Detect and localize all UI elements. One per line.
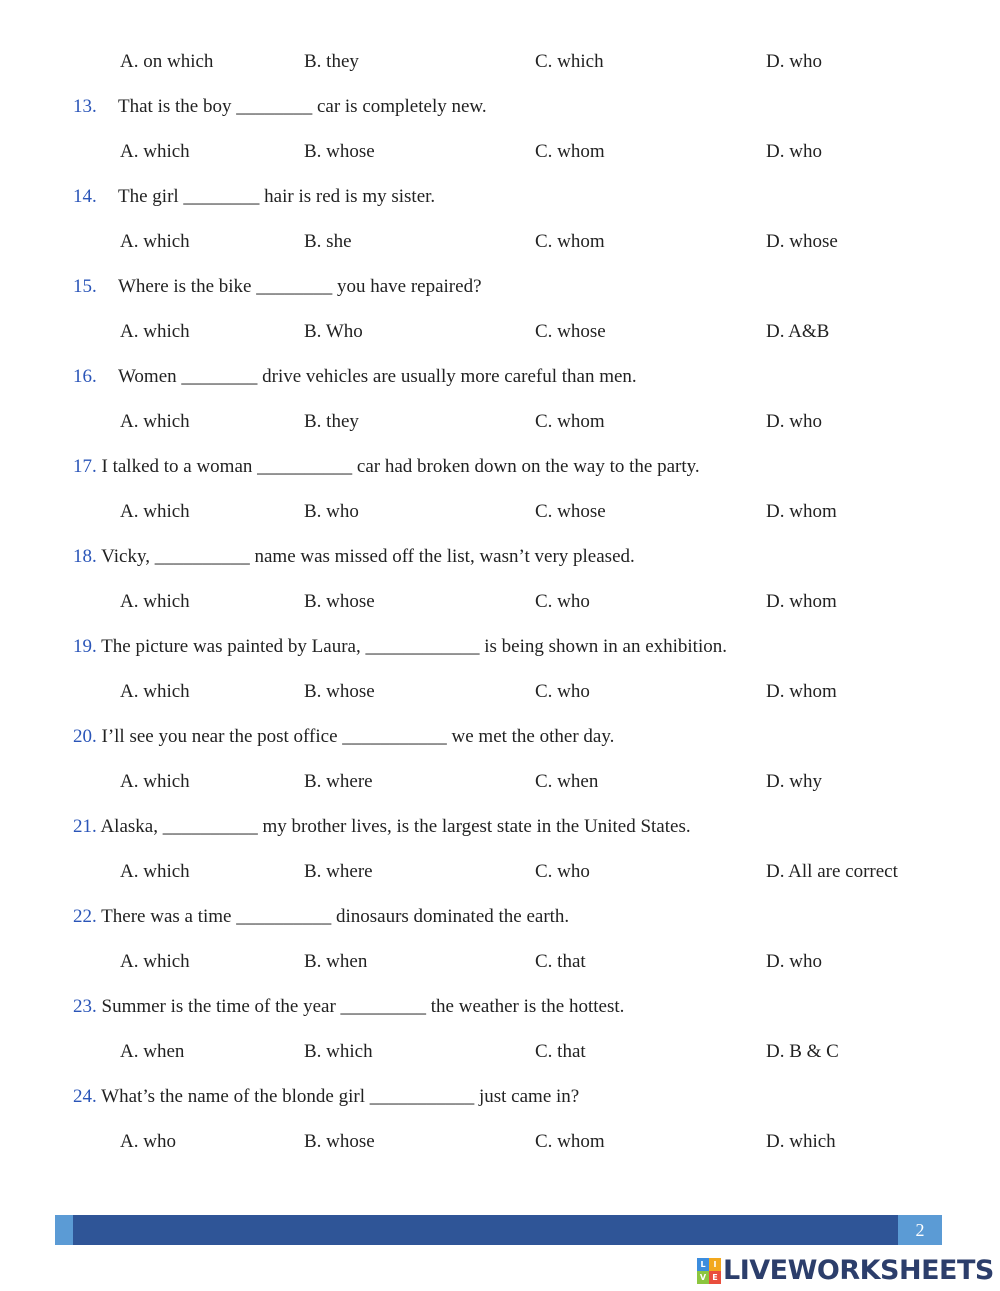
question-text: I’ll see you near the post office ___________ we met the other day. <box>101 726 615 747</box>
question-24 <box>0 1082 1000 1112</box>
option-a[interactable]: A. which <box>120 141 190 162</box>
question-18 <box>0 542 1000 572</box>
option-d[interactable]: D. who <box>766 951 822 972</box>
question-21 <box>0 812 1000 842</box>
question-number: 18. <box>73 546 97 567</box>
question-text: Summer is the time of the year _________ the weather is the hottest. <box>101 996 625 1017</box>
option-c[interactable]: C. which <box>535 51 604 72</box>
question-number: 21. <box>73 816 97 837</box>
options-row-23 <box>0 1037 1000 1067</box>
options-row-22 <box>0 947 1000 977</box>
question-13 <box>0 92 1000 122</box>
page-number: 2 <box>898 1215 942 1245</box>
footer-bar <box>55 1215 942 1245</box>
options-row-19 <box>0 677 1000 707</box>
question-23 <box>0 992 1000 1022</box>
option-d[interactable]: D. whom <box>766 681 837 702</box>
option-b[interactable]: B. they <box>304 51 359 72</box>
option-b[interactable]: B. which <box>304 1041 373 1062</box>
question-number: 22. <box>73 906 97 927</box>
question-number: 17. <box>73 456 97 477</box>
option-c[interactable]: C. that <box>535 951 586 972</box>
options-row-14 <box>0 227 1000 257</box>
question-text: Alaska, __________ my brother lives, is the largest state in the United States. <box>100 816 691 837</box>
options-row-21 <box>0 857 1000 887</box>
footer-accent-left <box>55 1215 73 1245</box>
option-c[interactable]: C. whom <box>535 1131 605 1152</box>
option-a[interactable]: A. which <box>120 501 190 522</box>
option-d[interactable]: D. B & C <box>766 1041 839 1062</box>
option-c[interactable]: C. who <box>535 861 590 882</box>
option-d[interactable]: D. which <box>766 1131 836 1152</box>
question-number: 19. <box>73 636 97 657</box>
logo-letter-e: E <box>709 1271 721 1284</box>
option-b[interactable]: B. where <box>304 861 373 882</box>
option-b[interactable]: B. where <box>304 771 373 792</box>
option-c[interactable]: C. whose <box>535 501 606 522</box>
options-row-20 <box>0 767 1000 797</box>
question-text: I talked to a woman __________ car had broken down on the way to the party. <box>101 456 700 477</box>
option-a[interactable]: A. which <box>120 861 190 882</box>
liveworksheets-logo[interactable] <box>697 1255 994 1287</box>
logo-letter-i: I <box>709 1258 721 1271</box>
question-20 <box>0 722 1000 752</box>
option-b[interactable]: B. who <box>304 501 359 522</box>
question-text: Women ________ drive vehicles are usually more careful than men. <box>118 366 637 387</box>
question-19 <box>0 632 1000 662</box>
option-b[interactable]: B. whose <box>304 591 375 612</box>
logo-letter-v: V <box>697 1271 709 1284</box>
option-d[interactable]: D. who <box>766 51 822 72</box>
option-d[interactable]: D. whom <box>766 501 837 522</box>
question-text: The girl ________ hair is red is my sister. <box>118 186 436 207</box>
question-22 <box>0 902 1000 932</box>
question-16 <box>0 362 1000 392</box>
question-14 <box>0 182 1000 212</box>
option-c[interactable]: C. that <box>535 1041 586 1062</box>
option-a[interactable]: A. which <box>120 411 190 432</box>
question-number: 15. <box>73 276 97 297</box>
option-b[interactable]: B. whose <box>304 141 375 162</box>
options-row-15 <box>0 317 1000 347</box>
option-c[interactable]: C. who <box>535 591 590 612</box>
question-text: Where is the bike ________ you have repaired? <box>118 276 482 297</box>
option-d[interactable]: D. why <box>766 771 822 792</box>
option-c[interactable]: C. whom <box>535 231 605 252</box>
option-d[interactable]: D. All are correct <box>766 861 898 882</box>
brand-name: LIVEWORKSHEETS <box>723 1255 994 1286</box>
question-number: 24. <box>73 1086 97 1107</box>
question-number: 13. <box>73 96 97 117</box>
question-text: Vicky, __________ name was missed off the list, wasn’t very pleased. <box>101 546 635 567</box>
options-row-17 <box>0 497 1000 527</box>
question-17 <box>0 452 1000 482</box>
option-c[interactable]: C. whom <box>535 411 605 432</box>
question-text: That is the boy ________ car is completely new. <box>118 96 487 117</box>
option-d[interactable]: D. who <box>766 411 822 432</box>
option-b[interactable]: B. when <box>304 951 368 972</box>
option-b[interactable]: B. Who <box>304 321 363 342</box>
question-number: 16. <box>73 366 97 387</box>
option-a[interactable]: A. which <box>120 951 190 972</box>
question-number: 23. <box>73 996 97 1017</box>
option-c[interactable]: C. whom <box>535 141 605 162</box>
option-b[interactable]: B. whose <box>304 681 375 702</box>
option-d[interactable]: D. A&B <box>766 321 830 342</box>
option-b[interactable]: B. she <box>304 231 352 252</box>
liveworksheets-icon <box>697 1258 721 1284</box>
option-c[interactable]: C. whose <box>535 321 606 342</box>
options-row-13 <box>0 137 1000 167</box>
question-text: The picture was painted by Laura, ____________ is being shown in an exhibition. <box>101 636 727 657</box>
option-b[interactable]: B. whose <box>304 1131 375 1152</box>
options-row-12 <box>0 47 1000 77</box>
question-text: There was a time __________ dinosaurs dominated the earth. <box>101 906 570 927</box>
question-number: 20. <box>73 726 97 747</box>
option-b[interactable]: B. they <box>304 411 359 432</box>
option-a[interactable]: A. which <box>120 321 190 342</box>
option-a[interactable]: A. when <box>120 1041 185 1062</box>
option-d[interactable]: D. who <box>766 141 822 162</box>
option-a[interactable]: A. who <box>120 1131 176 1152</box>
option-a[interactable]: A. which <box>120 231 190 252</box>
question-15 <box>0 272 1000 302</box>
option-d[interactable]: D. whom <box>766 591 837 612</box>
option-a[interactable]: A. which <box>120 591 190 612</box>
question-number: 14. <box>73 186 97 207</box>
option-a[interactable]: A. which <box>120 771 190 792</box>
option-a[interactable]: A. on which <box>120 51 214 72</box>
options-row-16 <box>0 407 1000 437</box>
question-text: What’s the name of the blonde girl ___________ just came in? <box>101 1086 580 1107</box>
option-c[interactable]: C. who <box>535 681 590 702</box>
options-row-24 <box>0 1127 1000 1157</box>
options-row-18 <box>0 587 1000 617</box>
option-a[interactable]: A. which <box>120 681 190 702</box>
logo-letter-l: L <box>697 1258 709 1271</box>
option-d[interactable]: D. whose <box>766 231 838 252</box>
option-c[interactable]: C. when <box>535 771 599 792</box>
